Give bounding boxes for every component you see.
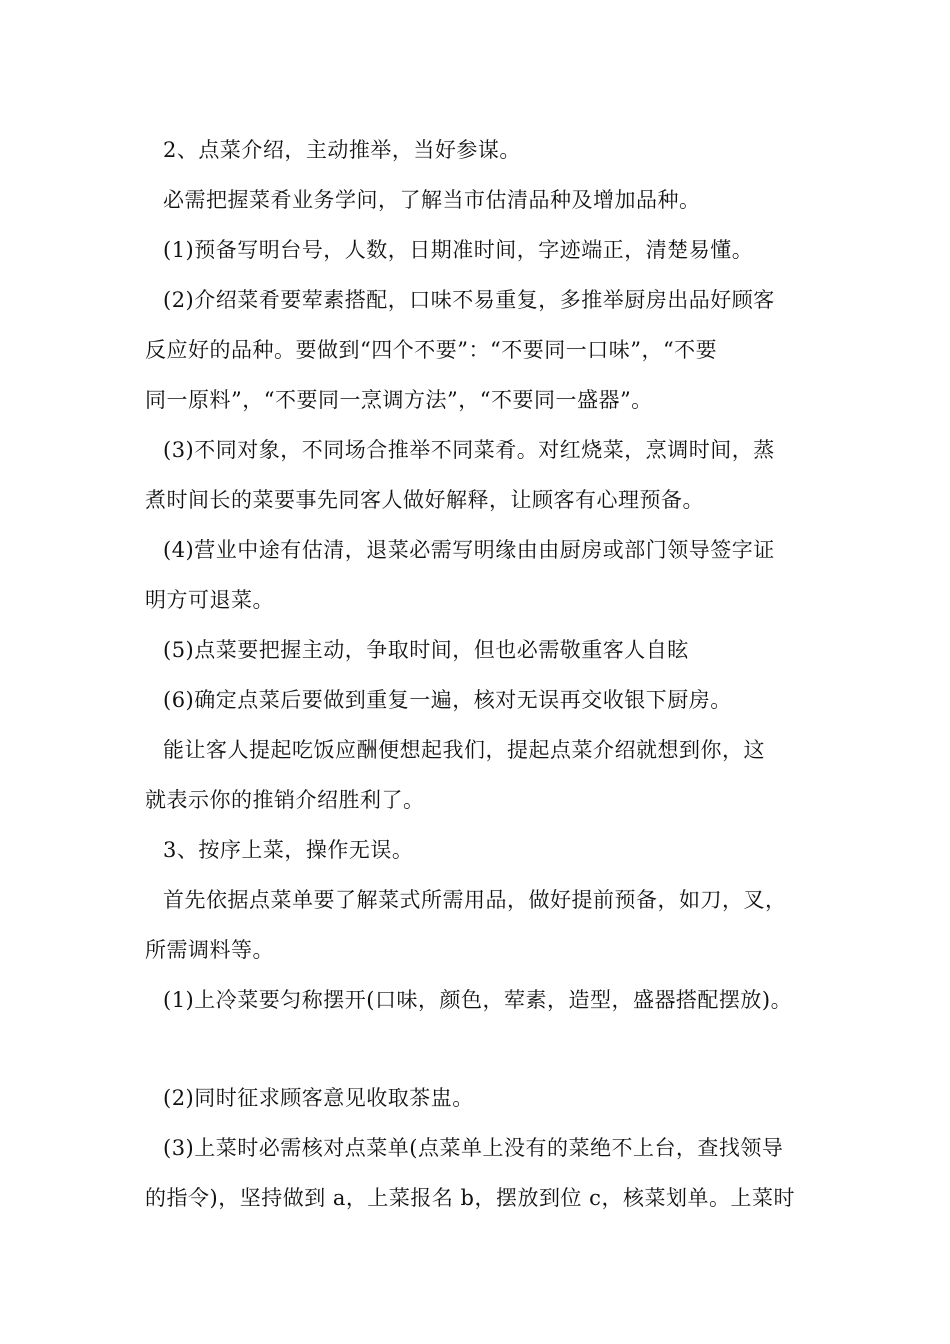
paragraph-line: 首先依据点菜单要了解菜式所需用品，做好提前预备，如刀，叉， xyxy=(163,888,787,912)
paragraph-line: 煮时间长的菜要事先同客人做好解释，让顾客有心理预备。 xyxy=(145,488,704,512)
list-item: (1)预备写明台号，人数，日期准时间，字迹端正，清楚易懂。 xyxy=(163,238,754,262)
paragraph-line: 能让客人提起吃饭应酬便想起我们，提起点菜介绍就想到你，这 xyxy=(163,738,765,762)
section-heading: 2、点菜介绍，主动推举，当好参谋。 xyxy=(163,138,521,162)
list-item: (2)介绍菜肴要荤素搭配，口味不易重复，多推举厨房出品好顾客 xyxy=(163,288,775,312)
paragraph-line: 必需把握菜肴业务学问，了解当市估清品种及增加品种。 xyxy=(163,188,701,212)
list-item: (5)点菜要把握主动，争取时间，但也必需敬重客人自眩 xyxy=(163,638,689,662)
paragraph-line: 就表示你的推销介绍胜利了。 xyxy=(145,788,425,812)
section-heading: 3、按序上菜，操作无误。 xyxy=(163,838,414,862)
list-item: (3)不同对象，不同场合推举不同菜肴。对红烧菜，烹调时间，蒸 xyxy=(163,438,775,462)
paragraph-line: 反应好的品种。要做到“四个不要”：“不要同一口味”，“不要 xyxy=(145,338,718,362)
paragraph-line: 同一原料”，“不要同一烹调方法”，“不要同一盛器”。 xyxy=(145,388,653,412)
list-item: (3)上菜时必需核对点菜单(点菜单上没有的菜绝不上台，查找领导 xyxy=(163,1136,784,1160)
paragraph-line: 明方可退菜。 xyxy=(145,588,274,612)
list-item: (2)同时征求顾客意见收取茶盅。 xyxy=(163,1086,474,1110)
list-item: (6)确定点菜后要做到重复一遍，核对无误再交收银下厨房。 xyxy=(163,688,732,712)
list-item: (4)营业中途有估清，退菜必需写明缘由由厨房或部门领导签字证 xyxy=(163,538,775,562)
paragraph-line: 的指令)，坚持做到 a，上菜报名 b，摆放到位 c，核菜划单。上菜时 xyxy=(145,1186,795,1210)
list-item: (1)上冷菜要匀称摆开(口味，颜色，荤素，造型，盛器搭配摆放)。 xyxy=(163,988,793,1012)
paragraph-line: 所需调料等。 xyxy=(145,938,274,962)
